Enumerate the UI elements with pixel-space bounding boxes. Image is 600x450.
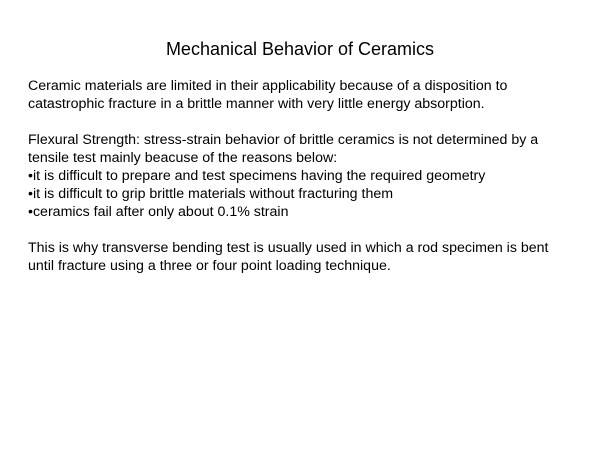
bullet-item: •it is difficult to grip brittle materials without fracturing them [28, 186, 394, 202]
intro-paragraph [28, 77, 588, 113]
slide-title: Mechanical Behavior of Ceramics [165, 39, 435, 59]
intro-line-2: catastrophic fracture in a brittle manner with very little energy absorption. [28, 96, 485, 112]
bending-test-paragraph [28, 239, 588, 275]
flexural-strength-paragraph [28, 131, 588, 221]
bending-line-2: until fracture using a three or four point loading technique. [28, 258, 391, 274]
bending-line-1: This is why transverse bending test is usually used in which a rod specimen is bent [28, 240, 549, 256]
bullet-item: •ceramics fail after only about 0.1% strain [28, 204, 289, 220]
flexural-line-2: tensile test mainly beacuse of the reasons below: [28, 150, 338, 166]
slide-body [28, 77, 588, 293]
bullet-item: •it is difficult to prepare and test specimens having the required geometry [28, 168, 486, 184]
intro-line-1: Ceramic materials are limited in their applicability because of a disposition to [28, 78, 508, 94]
flexural-line-1: Flexural Strength: stress-strain behavior of brittle ceramics is not determined by a [28, 132, 539, 148]
